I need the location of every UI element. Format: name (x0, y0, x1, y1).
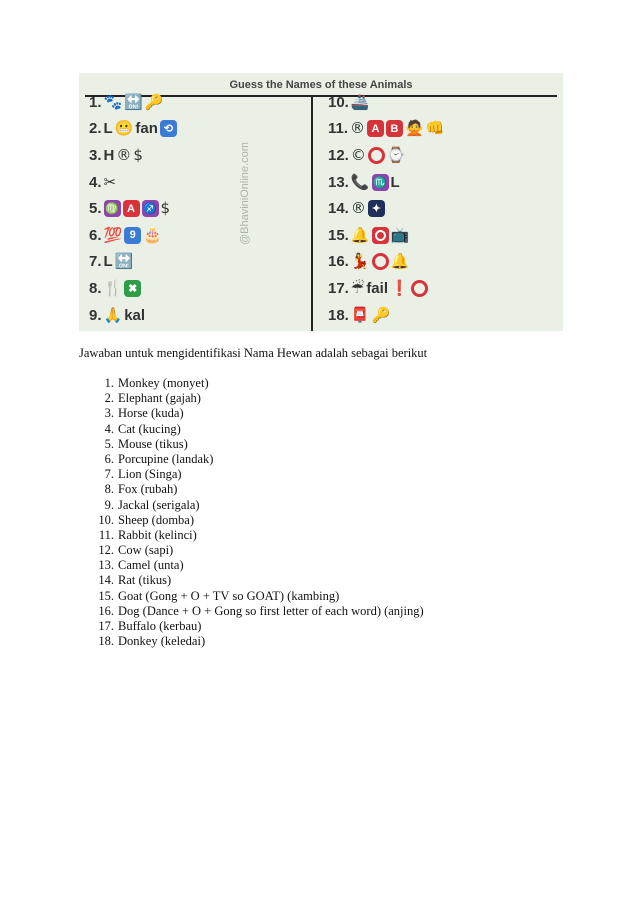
answer-item (96, 573, 424, 588)
watermark: @BhaviniOnline.com (239, 142, 251, 245)
puzzle-clue-row (328, 142, 444, 169)
red-circle-icon (372, 253, 389, 270)
emoji-icon: 🔔 (390, 252, 410, 271)
clue-text: H (103, 146, 115, 164)
red-circle-icon (411, 280, 428, 297)
emoji-icon: 🔛 (114, 252, 134, 271)
emoji-symbol-icon: A (367, 120, 384, 137)
clue-symbols (104, 120, 177, 137)
clue-text: L (103, 120, 113, 138)
answer-text: Rabbit (kelinci) (118, 527, 197, 542)
puzzle-clue-row (89, 195, 177, 222)
answer-number: 1. (104, 376, 114, 390)
puzzle-clue-row (89, 222, 177, 249)
animal-puzzle-image (79, 73, 563, 331)
emoji-icon: 🔑 (144, 92, 164, 111)
puzzle-clue-row (328, 302, 444, 329)
clue-number: 3. (89, 146, 102, 164)
puzzle-clue-row (89, 275, 177, 302)
emoji-icon: 🚢 (350, 92, 370, 111)
clue-symbols (104, 227, 162, 244)
puzzle-title: Guess the Names of these Animals (229, 79, 413, 91)
emoji-icon: 🔑 (371, 305, 391, 324)
emoji-symbol-icon: ⟲ (160, 120, 177, 137)
answer-item (96, 558, 424, 573)
puzzle-clue-row (328, 169, 444, 196)
clue-symbols (350, 120, 444, 137)
clue-number: 10. (328, 93, 349, 111)
answer-text: Camel (unta) (118, 558, 184, 573)
answer-text: Porcupine (landak) (118, 451, 214, 466)
emoji-icon: 🔔 (350, 225, 370, 244)
emoji-icon: 🙏 (103, 305, 123, 324)
answer-text: Monkey (monyet) (118, 376, 209, 390)
emoji-icon: 🐾 (103, 92, 123, 111)
puzzle-right-column (328, 89, 444, 328)
clue-number: 6. (89, 226, 102, 244)
clue-symbols (350, 305, 391, 324)
emoji-icon: © (350, 145, 366, 164)
answer-item (96, 422, 424, 437)
clue-symbols (351, 147, 406, 164)
answer-number: 4. (104, 421, 114, 436)
emoji-icon: 😬 (114, 119, 134, 138)
emoji-icon: 👊 (425, 119, 445, 138)
clue-text: fail (366, 279, 388, 297)
emoji-icon: 📺 (390, 225, 410, 244)
puzzle-clue-row (328, 249, 444, 276)
clue-number: 17. (328, 279, 349, 297)
puzzle-clue-row (328, 116, 444, 143)
column-divider (311, 97, 313, 331)
answer-number: 7. (104, 467, 114, 482)
exclamation-icon: ❗ (390, 278, 409, 297)
emoji-icon: 💃 (350, 252, 370, 271)
emoji-icon: 📮 (350, 305, 370, 324)
answer-number: 13. (98, 558, 114, 573)
clue-number: 12. (328, 146, 349, 164)
answer-item (96, 391, 424, 406)
clue-symbols (350, 92, 370, 111)
emoji-icon: $ (133, 145, 143, 164)
answer-item (96, 543, 424, 558)
clue-number: 15. (328, 226, 349, 244)
clue-number: 1. (89, 93, 102, 111)
answer-text: Donkey (keledai) (118, 634, 206, 649)
answer-text: Fox (rubah) (118, 482, 178, 497)
puzzle-clue-row (89, 169, 177, 196)
answer-number: 6. (104, 451, 114, 466)
answer-item (96, 376, 424, 391)
answer-item (96, 452, 424, 467)
answer-text: Rat (tikus) (118, 573, 172, 588)
answer-item (96, 604, 424, 619)
emoji-symbol-icon: 9 (124, 227, 141, 244)
clue-symbols (351, 227, 409, 244)
answer-item (96, 437, 424, 452)
answer-number: 11. (98, 527, 114, 542)
emoji-symbol-icon: B (386, 120, 403, 137)
answer-item (96, 634, 424, 649)
emoji-icon: ☔ (350, 278, 365, 297)
answer-item (96, 498, 424, 513)
puzzle-clue-row (328, 195, 444, 222)
clue-number: 4. (89, 173, 102, 191)
answer-text: Buffalo (kerbau) (118, 619, 202, 633)
answer-text: Goat (Gong + O + TV so GOAT) (kambing) (118, 588, 340, 603)
puzzle-clue-row (89, 142, 177, 169)
o-button-icon (372, 227, 389, 244)
emoji-icon: 🙅 (405, 119, 424, 138)
answer-text: Lion (Singa) (118, 467, 182, 482)
emoji-symbol-icon: ✖ (124, 280, 141, 297)
clue-number: 5. (89, 200, 102, 218)
answer-text: Horse (kuda) (118, 406, 184, 421)
clue-text: fan (135, 120, 158, 138)
puzzle-clue-row (89, 89, 177, 116)
emoji-symbol-icon: A (123, 200, 140, 217)
clue-number: 13. (328, 173, 349, 191)
answer-number: 2. (104, 391, 114, 406)
puzzle-left-column (89, 89, 177, 328)
emoji-icon: $ (160, 199, 171, 218)
puzzle-clue-row (328, 222, 444, 249)
answer-number: 16. (98, 603, 114, 618)
emoji-icon: ® (350, 199, 366, 218)
answer-number: 17. (98, 619, 114, 633)
clue-text: L (390, 173, 400, 191)
answer-number: 18. (98, 634, 114, 649)
answer-intro: Jawaban untuk mengidentifikasi Nama Hewan adalah sebagai berikut (79, 346, 428, 360)
answer-text: Mouse (tikus) (118, 436, 188, 451)
clue-symbols (104, 147, 143, 164)
red-circle-icon (368, 147, 385, 164)
answer-text: Dog (Dance + O + Gong so first letter of each word) (anjing) (118, 603, 424, 618)
emoji-symbol-icon: ✦ (368, 200, 385, 217)
clue-symbols (104, 280, 142, 297)
emoji-icon: ✂ (103, 172, 117, 191)
clue-number: 7. (89, 253, 102, 271)
puzzle-clue-row (89, 249, 177, 276)
emoji-icon: ® (116, 145, 132, 164)
emoji-icon: ® (350, 119, 366, 138)
puzzle-clue-row (89, 302, 177, 329)
answer-number: 15. (98, 588, 114, 603)
puzzle-clue-row (328, 275, 444, 302)
clue-number: 9. (89, 306, 102, 324)
answer-text: Jackal (serigala) (118, 497, 200, 512)
answer-item (96, 619, 424, 634)
answer-number: 9. (104, 497, 114, 512)
answer-text: Cow (sapi) (118, 543, 174, 558)
clue-number: 8. (89, 279, 102, 297)
answer-number: 8. (104, 482, 114, 497)
clue-symbols (351, 253, 409, 270)
clue-symbols (104, 253, 134, 270)
clue-number: 11. (328, 120, 349, 138)
answer-text: Elephant (gajah) (118, 391, 201, 406)
emoji-icon: 🔛 (124, 92, 143, 111)
answer-item (96, 467, 424, 482)
answer-number: 10. (98, 512, 114, 527)
answer-item (96, 528, 424, 543)
answer-text: Cat (kucing) (118, 421, 181, 436)
clue-text: L (103, 253, 113, 271)
answer-text: Sheep (domba) (118, 512, 195, 527)
emoji-symbol-icon: ♏ (372, 174, 389, 191)
puzzle-clue-row (328, 89, 444, 116)
emoji-icon: ⌚ (386, 145, 406, 164)
puzzle-clue-row (89, 116, 177, 143)
answer-number: 12. (98, 543, 114, 558)
emoji-icon: 💯 (103, 225, 123, 244)
clue-symbols (351, 174, 400, 191)
emoji-icon: 📞 (350, 172, 370, 191)
answer-item (96, 589, 424, 604)
emoji-icon: 🎂 (143, 225, 162, 244)
clue-symbols (351, 200, 385, 217)
emoji-symbol-icon: ♍ (104, 200, 121, 217)
clue-number: 2. (89, 120, 102, 138)
emoji-icon: 🍴 (103, 278, 123, 297)
clue-number: 18. (328, 306, 349, 324)
answer-number: 14. (98, 573, 114, 588)
clue-symbols (351, 280, 428, 297)
clue-text: kal (124, 306, 146, 324)
clue-number: 14. (328, 200, 349, 218)
answer-item (96, 513, 424, 528)
clue-symbols (103, 92, 164, 111)
clue-symbols (104, 307, 146, 324)
answer-number: 5. (104, 436, 114, 451)
answer-number: 3. (104, 406, 114, 421)
answer-list (96, 376, 424, 649)
answer-item (96, 482, 424, 497)
emoji-symbol-icon: ♐ (142, 200, 159, 217)
answer-item (96, 406, 424, 421)
clue-number: 16. (328, 253, 349, 271)
clue-symbols (104, 200, 171, 217)
clue-symbols (103, 172, 117, 191)
